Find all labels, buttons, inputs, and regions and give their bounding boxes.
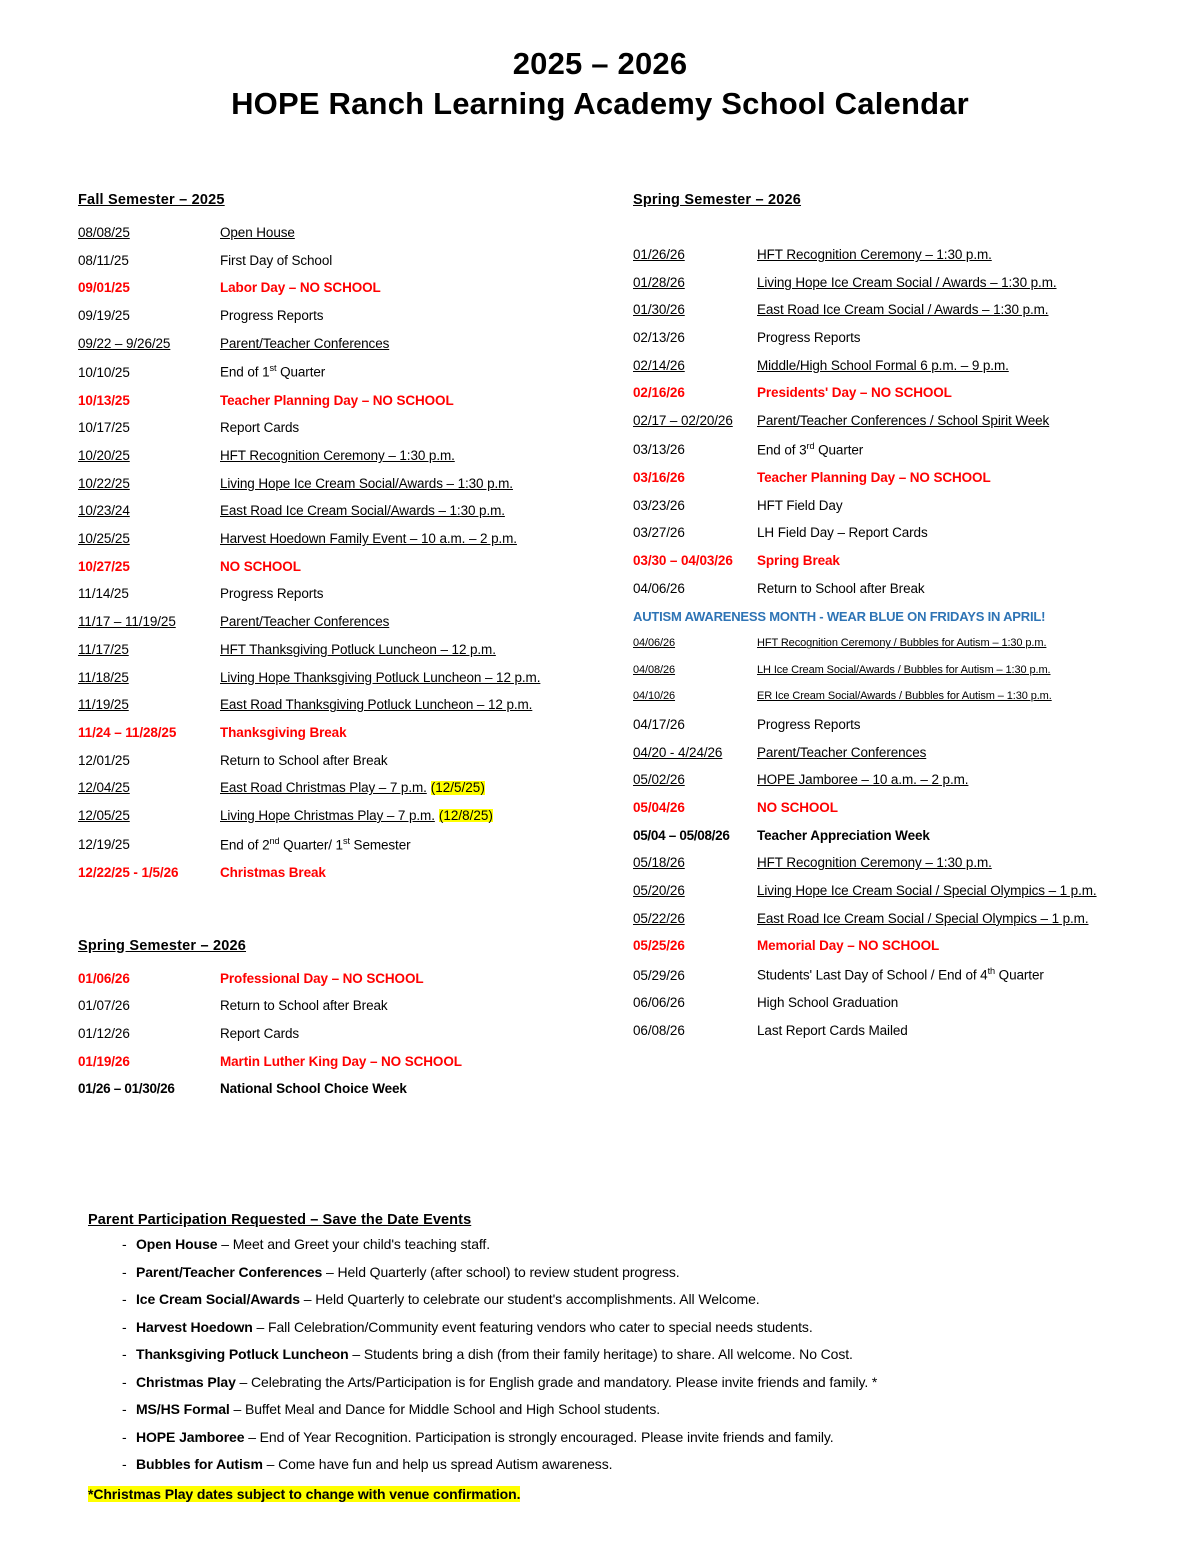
calendar-event-row	[78, 364, 618, 379]
calendar-event-row	[78, 999, 618, 1013]
event-description: NO SCHOOL	[220, 558, 301, 574]
participation-item-description: – Students bring a dish (from their family heritage) to share. All welcome. No Cost.	[348, 1346, 853, 1362]
event-date: 04/20 - 4/24/26	[633, 744, 723, 760]
event-date: 11/19/25	[78, 697, 129, 713]
event-date: 11/14/25	[78, 586, 129, 602]
event-date: 01/26 – 01/30/26	[78, 1081, 175, 1097]
participation-item-description: – Held Quarterly to celebrate our student's accomplishments. All Welcome.	[299, 1291, 760, 1307]
event-date: 12/22/25 - 1/5/26	[78, 864, 179, 880]
calendar-event-row	[78, 671, 618, 685]
event-date: 05/20/26	[633, 883, 685, 899]
participation-item-text	[136, 1430, 834, 1444]
participation-item-description: – Meet and Greet your child's teaching staff.	[217, 1236, 490, 1252]
event-description: HFT Recognition Ceremony / Bubbles for Autism – 1:30 p.m.	[757, 637, 1047, 650]
calendar-event-row	[78, 1082, 618, 1096]
event-date: 02/14/26	[633, 357, 685, 373]
calendar-event-row	[78, 754, 618, 768]
event-description: Thanksgiving Break	[220, 724, 347, 740]
participation-item-text	[136, 1320, 813, 1334]
event-description: HFT Recognition Ceremony – 1:30 p.m.	[757, 247, 992, 262]
event-description: Martin Luther King Day – NO SCHOOL	[220, 1053, 462, 1069]
event-description: National School Choice Week	[220, 1081, 407, 1097]
fall-semester-event-list	[78, 226, 618, 879]
event-date: 12/01/25	[78, 752, 130, 768]
event-description: Labor Day – NO SCHOOL	[220, 280, 381, 296]
calendar-event-row	[633, 967, 1178, 982]
event-date: 12/19/25	[78, 837, 130, 853]
event-description: East Road Ice Cream Social / Awards – 1:30 p.m.	[757, 302, 1049, 318]
calendar-event-row	[78, 226, 618, 240]
calendar-event-row	[633, 665, 1178, 676]
event-date: 05/25/26	[633, 938, 685, 954]
event-description: East Road Ice Cream Social / Special Olympics – 1 p.m.	[757, 910, 1089, 926]
bullet-dash: -	[122, 1346, 127, 1362]
calendar-event-row	[633, 884, 1178, 898]
event-description: Living Hope Thanksgiving Potluck Luncheon – 12 p.m.	[220, 669, 541, 685]
event-date: 12/05/25	[78, 807, 130, 823]
event-description: East Road Ice Cream Social/Awards – 1:30 p.m.	[220, 503, 505, 519]
calendar-event-row	[78, 477, 618, 491]
event-description: Harvest Hoedown Family Event – 10 a.m. – 2 p.m.	[220, 531, 517, 547]
participation-list-item	[88, 1375, 1148, 1389]
event-date: 01/28/26	[633, 274, 685, 290]
event-date: 06/06/26	[633, 995, 685, 1011]
event-description: Open House	[220, 225, 295, 240]
participation-item-name: HOPE Jamboree	[136, 1428, 245, 1445]
event-description: Teacher Appreciation Week	[757, 827, 930, 843]
event-date: 01/30/26	[633, 302, 685, 318]
event-description: Return to School after Break	[220, 752, 388, 768]
calendar-event-row	[633, 939, 1178, 953]
page-title	[0, 0, 1200, 123]
participation-item-text	[136, 1402, 660, 1416]
spring-semester-left-heading: Spring Semester – 2026	[78, 937, 247, 954]
event-description: HFT Field Day	[757, 497, 843, 513]
bullet-dash: -	[122, 1401, 127, 1417]
bullet-dash: -	[122, 1236, 127, 1252]
participation-list-item	[88, 1347, 1148, 1361]
event-date: 04/17/26	[633, 716, 685, 732]
event-date: 01/06/26	[78, 970, 130, 986]
event-date: 10/27/25	[78, 558, 130, 574]
event-date: 03/30 – 04/03/26	[633, 553, 733, 569]
participation-list-item	[88, 1237, 1148, 1251]
event-description: LH Ice Cream Social/Awards / Bubbles for Autism – 1:30 p.m.	[757, 663, 1051, 676]
event-description: Teacher Planning Day – NO SCHOOL	[220, 392, 454, 408]
calendar-event-row	[78, 1055, 618, 1069]
event-description: Professional Day – NO SCHOOL	[220, 970, 424, 986]
spring-semester-right-heading: Spring Semester – 2026	[633, 192, 802, 208]
bullet-dash: -	[122, 1428, 127, 1445]
calendar-event-row	[633, 856, 1178, 870]
spring-semester-right-event-list	[633, 248, 1178, 1038]
event-date: 01/12/26	[78, 1025, 130, 1041]
event-description: Report Cards	[220, 1025, 300, 1041]
event-description: Living Hope Ice Cream Social/Awards – 1:30 p.m.	[220, 475, 513, 491]
event-description: Living Hope Christmas Play – 7 p.m.	[220, 807, 435, 823]
calendar-event-row	[78, 421, 618, 435]
event-description: HFT Recognition Ceremony – 1:30 p.m.	[220, 448, 455, 463]
calendar-event-row	[633, 554, 1178, 568]
participation-item-name: Parent/Teacher Conferences	[136, 1263, 323, 1280]
calendar-event-row	[633, 331, 1178, 345]
right-column	[633, 192, 1178, 1052]
participation-item-text	[136, 1237, 490, 1251]
event-description: Middle/High School Formal 6 p.m. – 9 p.m.	[757, 357, 1009, 373]
calendar-event-row	[78, 698, 618, 712]
event-description: Parent/Teacher Conferences	[220, 614, 390, 630]
event-description: Living Hope Ice Cream Social / Special Olympics – 1 p.m.	[757, 883, 1097, 899]
participation-item-name: Christmas Play	[136, 1373, 236, 1390]
title-school-name: HOPE Ranch Learning Academy School Calendar	[231, 85, 969, 121]
calendar-event-row	[78, 394, 618, 408]
event-date: 11/17/25	[78, 641, 129, 657]
calendar-event-row	[78, 504, 618, 518]
participation-list-item	[88, 1402, 1148, 1416]
left-column	[78, 192, 618, 1110]
calendar-event-row	[78, 254, 618, 268]
calendar-event-row	[633, 718, 1178, 732]
participation-item-name: Ice Cream Social/Awards	[136, 1291, 300, 1307]
event-description: Presidents' Day – NO SCHOOL	[757, 385, 952, 401]
event-date: 09/22 – 9/26/25	[78, 335, 171, 351]
bullet-dash: -	[122, 1263, 127, 1280]
event-date: 03/27/26	[633, 525, 685, 541]
event-description: Last Report Cards Mailed	[757, 1023, 908, 1038]
calendar-event-row	[633, 359, 1178, 373]
event-date: 11/18/25	[78, 669, 129, 685]
event-date: 04/10/26	[633, 690, 676, 703]
event-description: End of 3rd Quarter	[757, 440, 864, 458]
event-date: 10/23/24	[78, 503, 130, 519]
event-date: 05/29/26	[633, 967, 685, 983]
event-description: First Day of School	[220, 252, 333, 268]
calendar-event-row	[633, 526, 1178, 540]
participation-item-description: – Come have fun and help us spread Autism awareness.	[262, 1456, 613, 1472]
event-date: 01/19/26	[78, 1053, 130, 1069]
calendar-event-row	[633, 414, 1178, 428]
parent-participation-section	[88, 1212, 1148, 1504]
event-description: HFT Recognition Ceremony – 1:30 p.m.	[757, 855, 992, 871]
event-date: 03/16/26	[633, 470, 685, 485]
parent-participation-list	[88, 1237, 1148, 1471]
event-date: 02/13/26	[633, 330, 685, 346]
event-date: 01/07/26	[78, 998, 130, 1014]
calendar-event-row	[633, 303, 1178, 317]
event-description: End of 2nd Quarter/ 1st Semester	[220, 835, 411, 853]
calendar-event-row	[78, 532, 618, 546]
event-date: 03/23/26	[633, 497, 685, 513]
parent-participation-heading: Parent Participation Requested – Save the Date Events	[88, 1212, 472, 1228]
calendar-event-row	[78, 309, 618, 323]
calendar-event-row	[633, 442, 1178, 457]
calendar-event-row	[78, 726, 618, 740]
calendar-event-row	[633, 582, 1178, 596]
calendar-event-row	[633, 996, 1178, 1010]
event-description: Return to School after Break	[757, 580, 925, 596]
calendar-event-row	[78, 449, 618, 463]
participation-item-name: Bubbles for Autism	[136, 1456, 263, 1472]
title-year-range: 2025 – 2026	[512, 46, 688, 81]
event-description: Progress Reports	[757, 716, 861, 732]
event-description: Students' Last Day of School / End of 4th Quarter	[757, 966, 1044, 983]
event-description: Progress Reports	[757, 330, 861, 346]
event-description: LH Field Day – Report Cards	[757, 525, 928, 541]
calendar-event-row	[633, 471, 1178, 485]
calendar-event-row	[78, 781, 618, 795]
event-date: 10/13/25	[78, 392, 130, 408]
calendar-event-row	[633, 746, 1178, 760]
event-description: NO SCHOOL	[757, 800, 838, 815]
calendar-event-row	[78, 281, 618, 295]
event-date: 10/17/25	[78, 420, 130, 436]
calendar-event-row	[78, 837, 618, 852]
event-date: 10/20/25	[78, 448, 130, 463]
calendar-event-row	[633, 276, 1178, 290]
participation-list-item	[88, 1265, 1148, 1279]
event-date: 04/06/26	[633, 637, 676, 650]
event-description: Christmas Break	[220, 864, 326, 880]
event-date: 08/08/25	[78, 225, 130, 240]
calendar-event-row	[633, 1024, 1178, 1038]
autism-awareness-banner: AUTISM AWARENESS MONTH - WEAR BLUE ON FRIDAYS IN APRIL!	[633, 609, 1046, 625]
participation-item-description: – End of Year Recognition. Participation is strongly encouraged. Please invite friends and family.	[244, 1428, 834, 1445]
calendar-event-row	[78, 972, 618, 986]
event-date: 10/25/25	[78, 531, 130, 547]
participation-item-text	[136, 1292, 760, 1306]
event-date: 05/04 – 05/08/26	[633, 827, 730, 843]
event-description: ER Ice Cream Social/Awards / Bubbles for Autism – 1:30 p.m.	[757, 690, 1052, 703]
calendar-event-row	[633, 386, 1178, 400]
event-date: 05/02/26	[633, 772, 685, 788]
spring-semester-left-event-list	[78, 972, 618, 1096]
event-description: High School Graduation	[757, 995, 899, 1011]
participation-list-item	[88, 1320, 1148, 1334]
participation-item-text	[136, 1375, 877, 1389]
bullet-dash: -	[122, 1456, 127, 1472]
participation-item-name: Thanksgiving Potluck Luncheon	[136, 1346, 349, 1362]
calendar-event-row	[78, 560, 618, 574]
event-description: Progress Reports	[220, 308, 324, 324]
event-date: 03/13/26	[633, 442, 685, 458]
calendar-event-row	[633, 912, 1178, 926]
event-date: 06/08/26	[633, 1023, 685, 1038]
participation-item-text	[136, 1457, 612, 1471]
event-date: 09/19/25	[78, 308, 130, 324]
event-date: 11/17 – 11/19/25	[78, 614, 176, 630]
event-description: HOPE Jamboree – 10 a.m. – 2 p.m.	[757, 772, 969, 788]
event-description: East Road Thanksgiving Potluck Luncheon – 12 p.m.	[220, 697, 533, 713]
participation-list-item	[88, 1430, 1148, 1444]
event-description: Parent/Teacher Conferences	[220, 335, 390, 351]
event-date: 10/22/25	[78, 475, 130, 491]
calendar-event-row	[78, 337, 618, 351]
calendar-event-row	[633, 773, 1178, 787]
event-description: Parent/Teacher Conferences / School Spirit Week	[757, 413, 1050, 429]
calendar-event-row	[633, 248, 1178, 262]
bullet-dash: -	[122, 1373, 127, 1390]
calendar-event-row	[78, 1027, 618, 1041]
calendar-event-row	[78, 587, 618, 601]
event-highlighted-date: (12/5/25)	[430, 780, 485, 796]
event-description: East Road Christmas Play – 7 p.m.	[220, 780, 427, 796]
calendar-event-row	[633, 801, 1178, 815]
event-date: 09/01/25	[78, 280, 130, 296]
calendar-event-row	[78, 866, 618, 880]
calendar-event-row	[633, 691, 1178, 702]
participation-list-item	[88, 1292, 1148, 1306]
calendar-event-row	[633, 829, 1178, 843]
event-description: Teacher Planning Day – NO SCHOOL	[757, 470, 991, 485]
event-description: Return to School after Break	[220, 998, 388, 1014]
event-date: 05/22/26	[633, 910, 685, 926]
participation-item-name: Harvest Hoedown	[136, 1318, 253, 1335]
participation-item-description: – Held Quarterly (after school) to review student progress.	[322, 1263, 680, 1280]
participation-item-description: – Buffet Meal and Dance for Middle School and High School students.	[229, 1401, 661, 1417]
fall-semester-heading: Fall Semester – 2025	[78, 192, 225, 208]
calendar-event-row	[633, 499, 1178, 513]
event-date: 11/24 – 11/28/25	[78, 724, 177, 740]
event-description: Living Hope Ice Cream Social / Awards – 1:30 p.m.	[757, 274, 1057, 290]
participation-item-text	[136, 1347, 853, 1361]
calendar-event-row	[78, 643, 618, 657]
event-description: HFT Thanksgiving Potluck Luncheon – 12 p.m.	[220, 641, 496, 657]
event-description: Parent/Teacher Conferences	[757, 744, 927, 760]
calendar-event-row	[633, 638, 1178, 649]
event-highlighted-date: (12/8/25)	[438, 807, 493, 823]
event-description: Spring Break	[757, 553, 840, 569]
event-date: 02/17 – 02/20/26	[633, 413, 733, 429]
participation-item-name: Open House	[136, 1236, 218, 1252]
participation-item-description: – Fall Celebration/Community event featuring vendors who cater to special needs students.	[252, 1318, 813, 1335]
event-date: 04/08/26	[633, 663, 676, 676]
event-description: Memorial Day – NO SCHOOL	[757, 938, 940, 954]
event-date: 04/06/26	[633, 580, 685, 596]
event-description: End of 1st Quarter	[220, 363, 326, 380]
calendar-event-row	[78, 615, 618, 629]
event-date: 10/10/25	[78, 364, 130, 380]
participation-item-name: MS/HS Formal	[136, 1401, 230, 1417]
event-description: Progress Reports	[220, 586, 324, 602]
event-date: 08/11/25	[78, 252, 129, 268]
event-date: 02/16/26	[633, 385, 685, 401]
calendar-event-row	[78, 809, 618, 823]
participation-list-item	[88, 1457, 1148, 1471]
event-description: Report Cards	[220, 420, 300, 436]
event-date: 01/26/26	[633, 247, 685, 262]
event-date: 12/04/25	[78, 780, 130, 796]
bullet-dash: -	[122, 1318, 127, 1335]
event-date: 05/18/26	[633, 855, 685, 871]
participation-item-description: – Celebrating the Arts/Participation is for English grade and mandatory. Please invite friends and family. *	[235, 1373, 878, 1390]
participation-item-text	[136, 1265, 680, 1279]
event-date: 05/04/26	[633, 800, 685, 815]
christmas-play-footnote: *Christmas Play dates subject to change with venue confirmation.	[88, 1485, 521, 1502]
bullet-dash: -	[122, 1291, 127, 1307]
